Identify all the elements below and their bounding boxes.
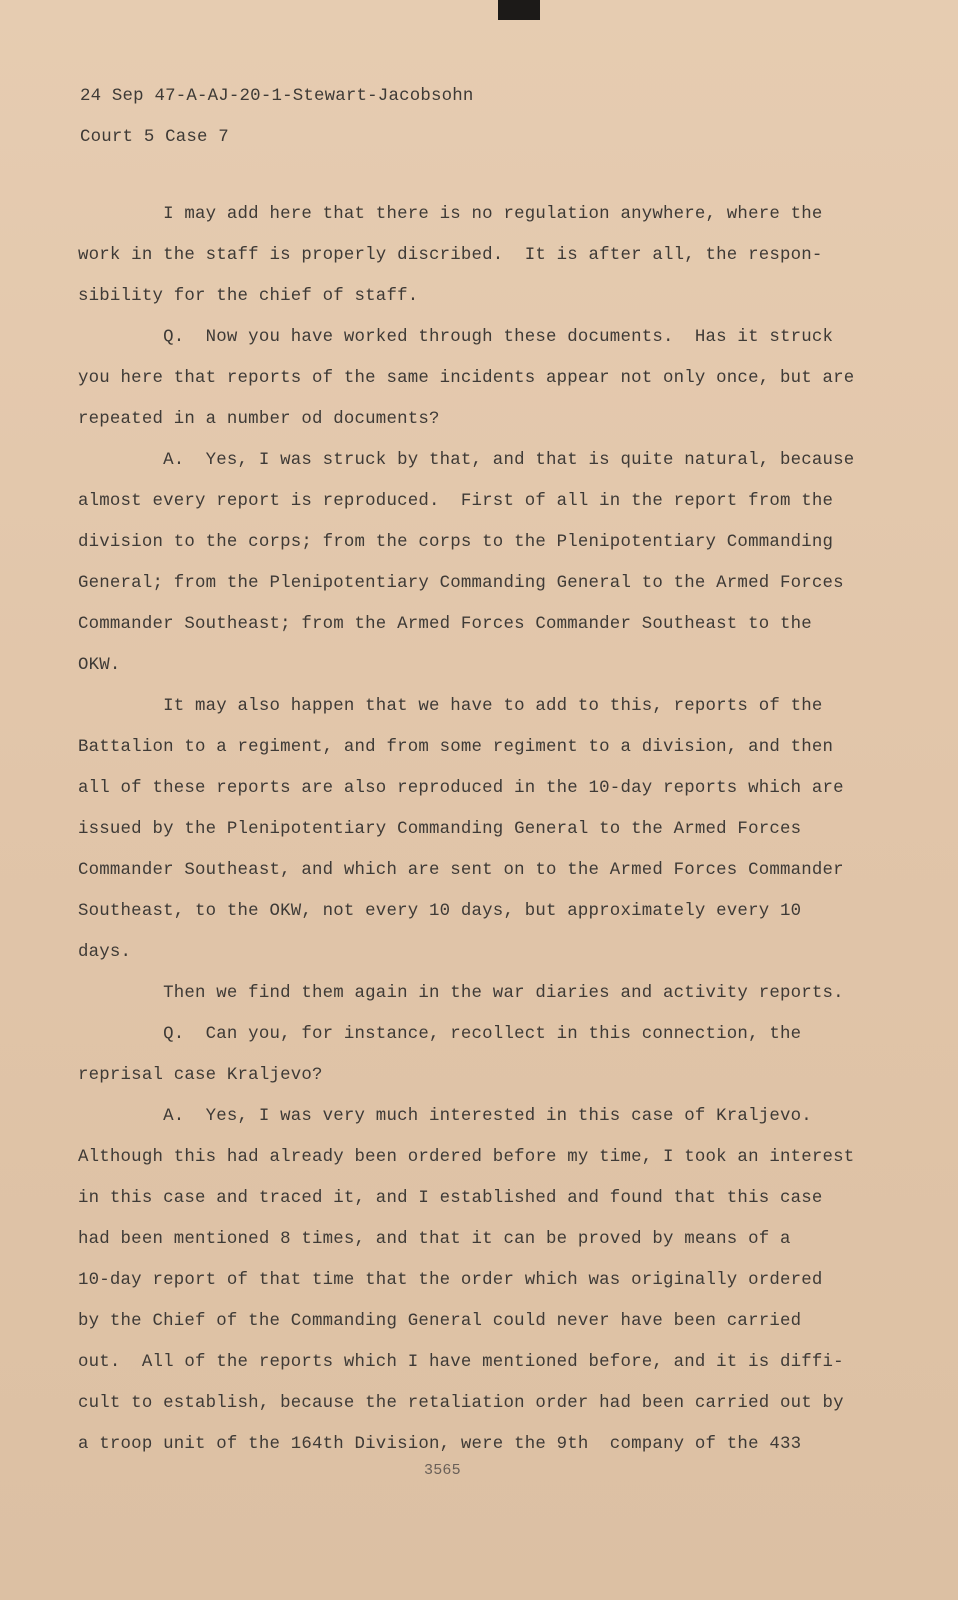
- body-line: days.: [78, 943, 132, 962]
- body-line: Battalion to a regiment, and from some regiment to a division, and then: [78, 738, 834, 757]
- body-line: you here that reports of the same incidents appear not only once, but are: [78, 369, 855, 388]
- body-line: work in the staff is properly discribed. It is after all, the respon-: [78, 246, 823, 265]
- body-line: issued by the Plenipotentiary Commanding General to the Armed Forces: [78, 820, 802, 839]
- body-line: all of these reports are also reproduced in the 10-day reports which are: [78, 779, 844, 798]
- body-line: A. Yes, I was struck by that, and that is quite natural, because: [78, 451, 855, 470]
- body-line: in this case and traced it, and I established and found that this case: [78, 1189, 823, 1208]
- body-line: out. All of the reports which I have mentioned before, and it is diffi-: [78, 1353, 844, 1372]
- page-number: 3565: [424, 1462, 461, 1479]
- body-line: repeated in a number od documents?: [78, 410, 440, 429]
- body-line: division to the corps; from the corps to the Plenipotentiary Commanding: [78, 533, 834, 552]
- header-line-2: Court 5 Case 7: [80, 128, 229, 147]
- body-line: 10-day report of that time that the order which was originally ordered: [78, 1271, 823, 1290]
- body-line: It may also happen that we have to add to this, reports of the: [78, 697, 823, 716]
- body-line: reprisal case Kraljevo?: [78, 1066, 323, 1085]
- body-line: Q. Now you have worked through these documents. Has it struck: [78, 328, 834, 347]
- body-line: a troop unit of the 164th Division, were the 9th company of the 433: [78, 1435, 802, 1454]
- header-line-1: 24 Sep 47-A-AJ-20-1-Stewart-Jacobsohn: [80, 87, 474, 106]
- body-line: by the Chief of the Commanding General could never have been carried: [78, 1312, 802, 1331]
- body-line: I may add here that there is no regulation anywhere, where the: [78, 205, 823, 224]
- body-line: A. Yes, I was very much interested in this case of Kraljevo.: [78, 1107, 812, 1126]
- body-line: almost every report is reproduced. First of all in the report from the: [78, 492, 834, 511]
- body-line: had been mentioned 8 times, and that it can be proved by means of a: [78, 1230, 791, 1249]
- body-line: cult to establish, because the retaliation order had been carried out by: [78, 1394, 844, 1413]
- body-line: sibility for the chief of staff.: [78, 287, 419, 306]
- body-line: Then we find them again in the war diaries and activity reports.: [78, 984, 844, 1003]
- body-line: Commander Southeast; from the Armed Forces Commander Southeast to the: [78, 615, 812, 634]
- body-line: Southeast, to the OKW, not every 10 days, but approximately every 10: [78, 902, 802, 921]
- body-line: Q. Can you, for instance, recollect in this connection, the: [78, 1025, 802, 1044]
- paper-tab: [498, 0, 540, 20]
- body-line: General; from the Plenipotentiary Commanding General to the Armed Forces: [78, 574, 844, 593]
- body-line: OKW.: [78, 656, 121, 675]
- body-line: Although this had already been ordered before my time, I took an interest: [78, 1148, 855, 1167]
- body-line: Commander Southeast, and which are sent on to the Armed Forces Commander: [78, 861, 844, 880]
